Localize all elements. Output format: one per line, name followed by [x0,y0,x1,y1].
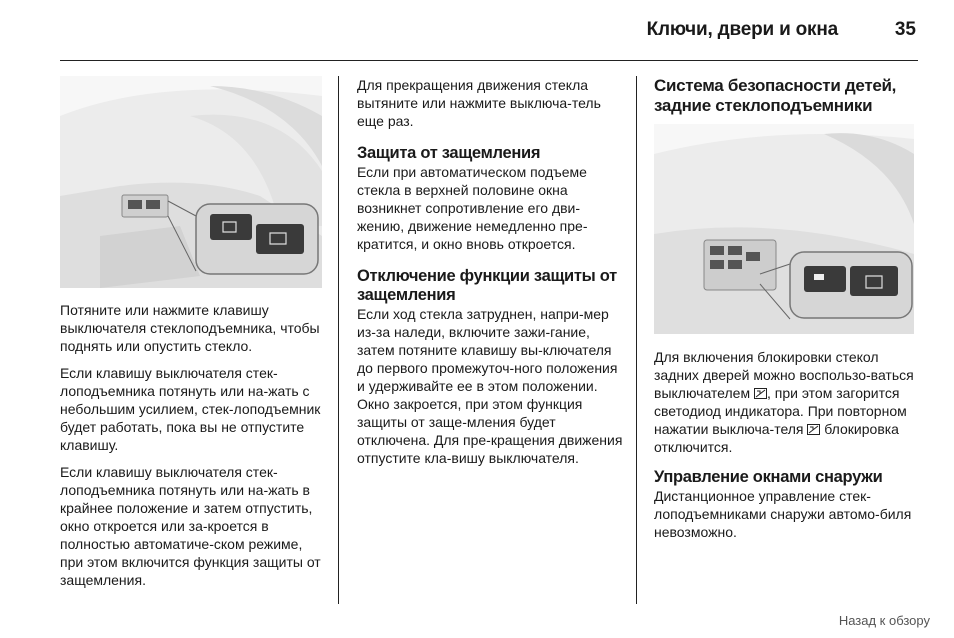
column-middle [357,76,623,476]
section-heading: Отключение функции защиты от защемления [357,267,617,304]
column-right [654,76,918,550]
paragraph: Дистанционное управление стек-лоподъемниками снаружи автомо-биля невозможно. [654,488,912,540]
paragraph: Если при автоматическом подъеме стекла в верхней половине окна возникнет сопротивление его дви-жению, движение немедленно пре-кратится, и окно вновь откроется. [357,164,588,252]
paragraph: Если клавишу выключателя стек-лоподъемника потянуть или на-жать в крайнее положение и затем отпустить, окно откроется или за-кроется в полностью автоматиче-ском режиме, при этом включится функция защиты от защемления. [60,464,321,588]
paragraph: Для включения блокировки стекол задних дверей можно воспользо-ваться выключателем , при этом загорится светодиод индикатора. При повторном нажатии выключа-теля блокировка отключится. [654,349,914,455]
window-lock-icon [754,388,767,399]
window-switch-illustration [60,76,322,288]
column-divider [636,76,637,604]
paragraph: Потяните или нажмите клавишу выключателя стеклоподъемника, чтобы поднять или опустить стекло. [60,302,320,354]
header-divider [60,60,918,61]
section-heading: Защита от защемления [357,144,541,162]
back-to-overview-link[interactable]: Назад к обзору [838,613,930,628]
section-heading: Управление окнами снаружи [654,468,883,486]
window-lock-icon [807,424,820,435]
page-number: 35 [894,19,916,40]
page-header-title: Ключи, двери и окна [646,19,838,40]
paragraph: Для прекращения движения стекла вытяните или нажмите выключа-тель еще раз. [357,77,601,129]
column-divider [338,76,339,604]
section-heading: Система безопасности детей, задние стеклоподъемники [654,76,897,115]
paragraph: Если клавишу выключателя стек-лоподъемника потянуть или на-жать с небольшим усилием, стек-лоподъемник будет работать, пока вы не отпустите клавишу. [60,365,321,453]
column-left [60,76,322,598]
child-lock-illustration [654,124,914,334]
paragraph: Если ход стекла затруднен, напри-мер из-за наледи, включите зажи-гание, затем потяните клавишу вы-ключателя до первого промежуточ-ного положения и удерживайте ее в этом положении. Окно закроется, при этом функция защиты от защe-мления будет отключена. Для пре-кращения движения отпустите кла-вишу выключателя. [357,306,623,466]
